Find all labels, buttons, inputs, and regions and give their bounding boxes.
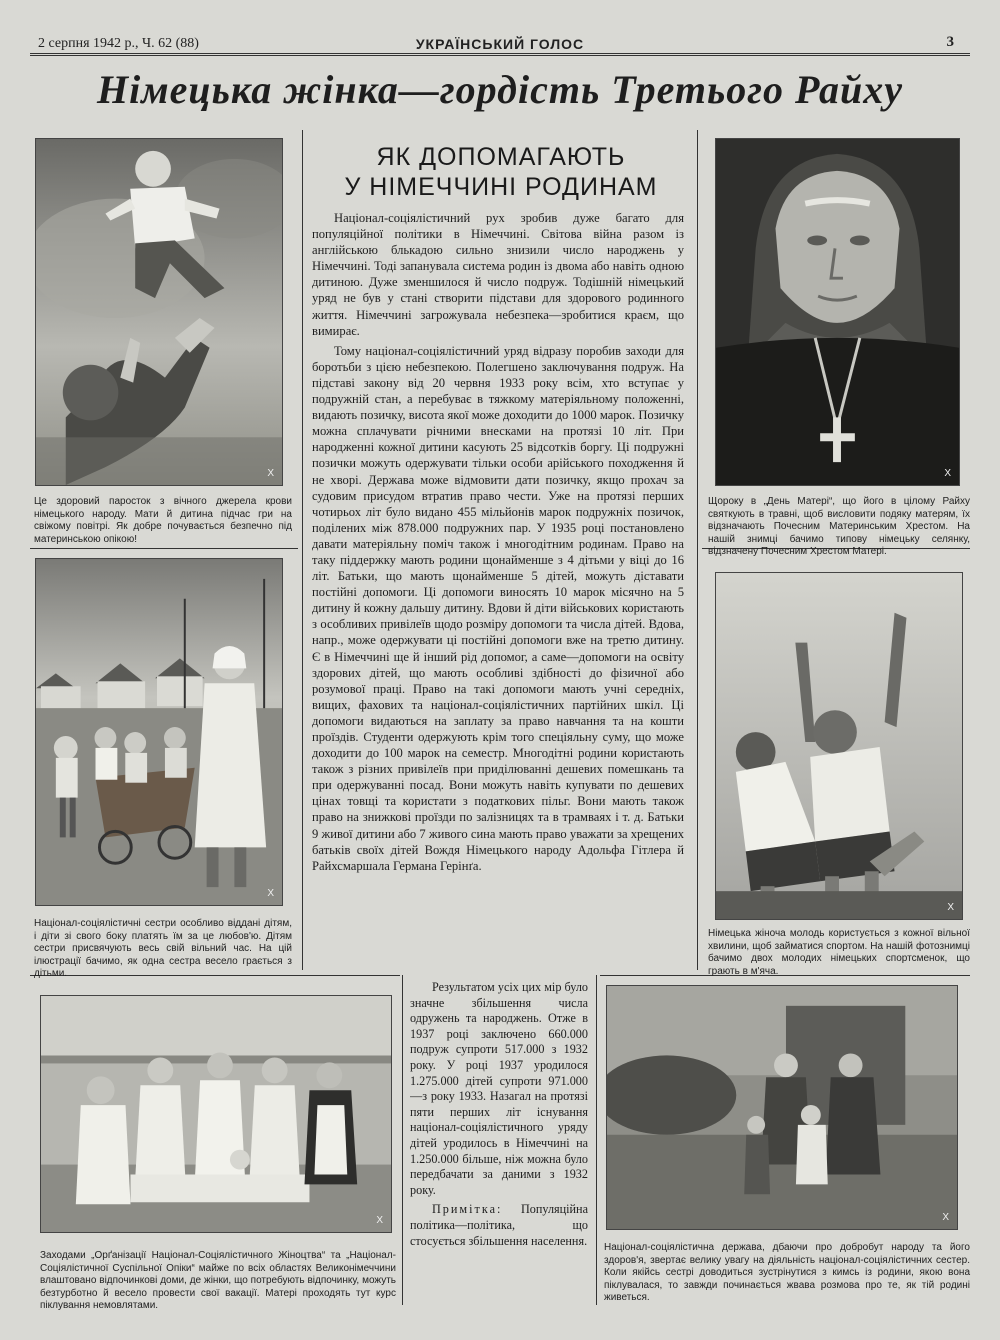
photo-mark: X [944, 468, 951, 479]
photo-sport-girls [715, 572, 963, 920]
photo-mark: X [267, 468, 274, 479]
masthead [30, 34, 970, 56]
caption-family: Націонал-соціялістична держава, дбаючи про добробут народу та його здоров'я, звертає велику увагу на діяльність націонал-соціялістичних сестер. Коли якійсь сестрі доводиться зустрінутися з кимсь із родини, якою вона піклувалася, то завжди починається жвава розмова про те, як тій родині живеться. [604, 1242, 970, 1303]
article-title-line-1: ЯК ДОПОМАГАЮТЬ [376, 143, 626, 171]
article-body-main [312, 210, 684, 970]
column-rule-bottom-left [402, 975, 403, 1305]
article-paragraph: Націонал-соціялістичний рух зробив дуже багато для популяційної політики в Німеччині. Світова війна разом із англійською блькадою сильно знизили число народжень у Німеччині. Тоді запанувала система родин із двома або навіть одною дитиною. Дуже зменшилося й число подруж. Тодішній німецький уряд не був у стані створити підстави для здорового родинного життя. Німеччині загрожувала небезпека—зробитися краєм, що вимирає. [312, 211, 684, 338]
photo-family [606, 985, 958, 1230]
photo-mother-cross [715, 138, 960, 486]
paper-name: УКРАЇНСЬКИЙ ГОЛОС [415, 36, 585, 52]
photo-mark: X [942, 1212, 949, 1223]
article-paragraph: Тому націонал-соціялістичний уряд відразу поробив заходи для боротьби з цією небезпекою. Полегшено заключування подруж. На підставі закону від 20 червня 1933 року всім, хто вступає у подружній стан, а перебуває в тяжкому матеріяльному положенні, видають позичку, висота якої може доходити до 1000 марок. Позичку можна сплачувати річними внесками на протязі 10 літ. При народженні кожної дитини касують 25 відсотків боргу. Ці подружні позички можуть одержувати тільки особи арійського походження й не хворі. Держава може відмовити дати позичку, якщо прохач за судовим присудом втратив право чести. Уже на протязі перших чотирьох літ було видано 455 мільйонів марок подружніх позичок, поділених між 878.000 подружних пар. У 1935 році постановлено давати матеріяльну поміч також і многодітним родинам. Право на таку піддержку мають родини щонайменше з 4 дітьми у віці до 16 літ. Батьки, що мають щонайменше 5 дітей, можуть діставати постійні допомоги. Ці допомоги виносять 10 марок місячно на 5 дитину й кожну дальшу дитину. Вдови й діти військових користають з особливих привілеїв щодо розміру допомоги та числа дітей. Вдова, напр., може одержувати ці постійні допомоги вже на третю дитину. Є в Німеччині ще й інший рід допомог, а саме—допомоги на освіту здорових дітей, що мають особливі здібності до фізичної або розумової праці. Право на такі допомоги мають учні середніх, вищих, фахових та націонал-соціялістичних партійних шкіл. Ці допомоги видаються на заплату за право навчання та на кошти проїздів. Студенти одержують крім того спеціяльну суму, що може доходити до 100 марок на семестр. Многодітні родини користають також з різних привілеїв при приділюванні дешевих помешкань та при одержуванні посад. Вони можуть навіть купувати по дешевих цінах товщі та користати з податкових пільг. Вони мають також право на знижкові проїзди по залізницях та в трамваях і т. д. Батьки 9 живої дитини або 7 живого сина мають право уважати за хрещених батьків своїх дітей Вождя Німецького народу Адольфа Гітлера й Райхсмаршала Германа Герінґа. [312, 343, 684, 873]
caption-rule-1 [30, 548, 298, 549]
article-note [410, 1202, 588, 1249]
caption-child: Це здоровий паросток з вічного джерела крови німецького народу. Мати й дитина підчас гри на свіжому повітрі. Як добре почувається безпечно під материнською опікою! [34, 496, 292, 545]
caption-sport: Німецька жіноча молодь користується з кожної вільної хвилини, щоб займатися спортом. На нашій фотознимці бачимо двох молодих німецьких спортсменок, що грають в м'яча. [708, 928, 970, 977]
photo-child-playing [35, 138, 283, 486]
column-rule-left [302, 130, 303, 970]
column-rule-bottom-right [596, 975, 597, 1305]
photo-mark: X [947, 902, 954, 913]
photo-nurse-children [35, 558, 283, 906]
article-paragraph: Результатом усіх цих мір було значне збільшення числа одружень та народжень. Отже в 1937 році заключено 660.000 подруж супроти 517.000 з 1932 року. У році 1937 уродилося 1.275.000 дітей супроти 971.000—з року 1933. Назагал на протязі пяти перших літ існування націонал-соціялістичного уряду дітей уродилось в Німеччині на 1.250.000 більше, ніж можна було передбачати за даними з 1932 року. [410, 980, 588, 1197]
caption-mother: Щороку в „День Матері“, що його в цілому Райху святкують в травні, щоб висловити подяку матерям, їх відзначають Почесним Материнським Хрестом. На нашій знимці бачимо типову німецьку селянку, відзначену Почесним Хрестом Матері. [708, 496, 970, 557]
page-number: 3 [946, 34, 954, 50]
note-label: Примітка: [432, 1202, 503, 1217]
note-text: Популяційна політика—політика, що стосується збільшення населення. [410, 1202, 588, 1248]
photo-nursing-course [40, 995, 392, 1233]
article-body-continued [410, 980, 588, 1310]
column-rule-right [697, 130, 698, 970]
photo-mark: X [267, 888, 274, 899]
caption-nursing-course: Заходами „Орґанізації Націонал-Соціялістичного Жіноцтва“ та „Націонал-Соціялістичної Суспільної Опіки“ майже по всіх областях Великонімеччини влаштовано відпочинкові доми, де жінки, що потребують відпочинку, можуть безтурботно й весело провести свої вакації. Матері проходять тут курс піклування немовлятами. [40, 1250, 396, 1311]
article-title-line-2: У НІМЕЧЧИНІ РОДИНАМ [344, 173, 658, 201]
article-title [308, 142, 694, 202]
photo-mark: X [376, 1215, 383, 1226]
page-headline: Німецька жінка—гордість Третього Райху [97, 67, 903, 112]
caption-nurse-children: Націонал-соціялістичні сестри особливо віддані дітям, і діти зі свого боку платять їм за це любов'ю. Дітям сестри присвячують весь свій вільний час. На цій ілюстрації бачимо, як одна сестра весело грається з дітьми. [34, 918, 292, 979]
issue-date: 2 серпня 1942 р., Ч. 62 (88) [38, 36, 199, 51]
